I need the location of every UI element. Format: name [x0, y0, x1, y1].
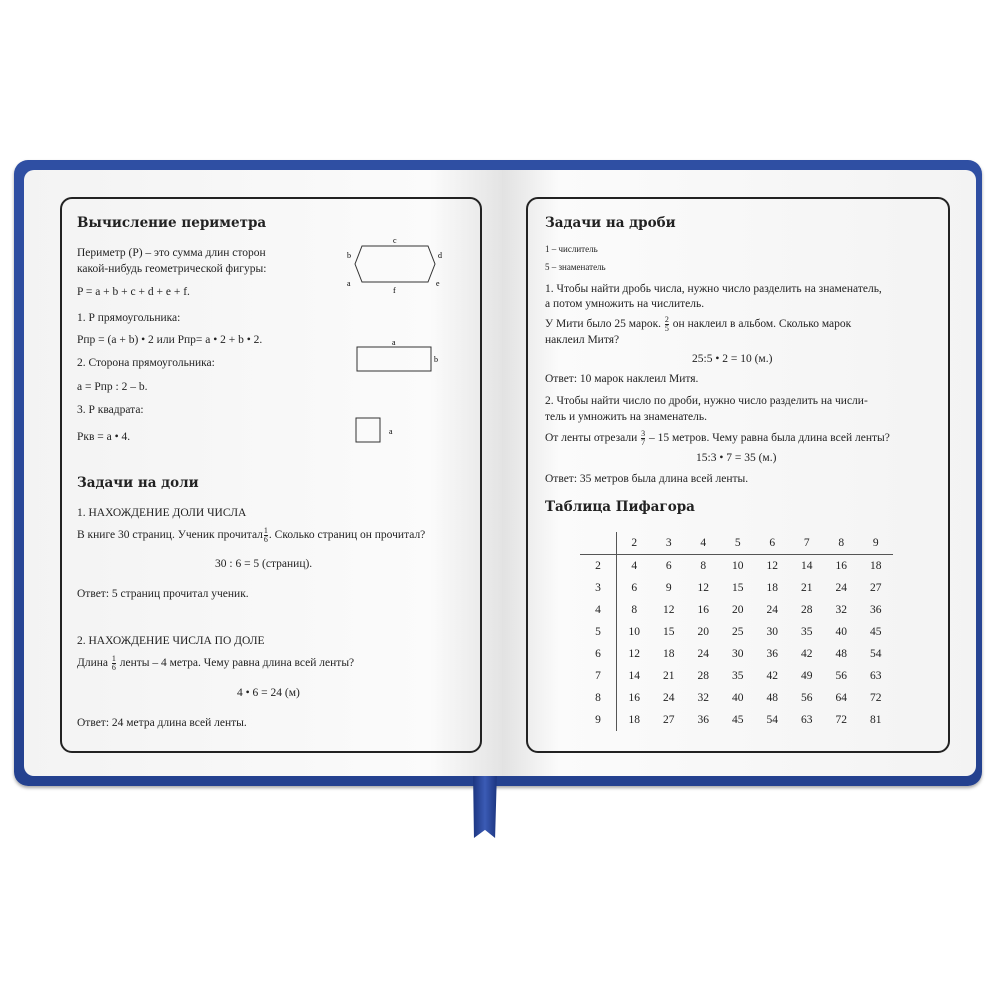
pythagoras-cell: 28 — [697, 670, 709, 682]
fraction-denominator: 6 — [263, 535, 268, 544]
pythagoras-row-header: 2 — [580, 555, 617, 578]
pythagoras-cell: 6 — [665, 560, 672, 572]
fractions-rule-2-line-2: тель и умножить на знаменатель. — [545, 411, 708, 423]
shares-answer-1: Ответ: 5 страниц прочитал ученик. — [77, 588, 249, 600]
pythagoras-cell: 12 — [766, 560, 778, 572]
square-perimeter-formula: Pкв = a • 4. — [77, 431, 131, 443]
pythagoras-cell: 32 — [835, 604, 847, 616]
fractions-rule-1-line-2: а потом умножить на числитель. — [545, 298, 705, 310]
pythagoras-header-cell: 5 — [721, 532, 756, 555]
pythagoras-cell: 16 — [628, 692, 640, 704]
fraction-one-sixth-2 — [112, 655, 116, 672]
hexagon-label-e: e — [436, 279, 440, 288]
pythagoras-cell: 63 — [870, 670, 882, 682]
pythagoras-cell: 32 — [697, 692, 709, 704]
hexagon-label-d: d — [438, 251, 442, 260]
fraction-two-fifths — [665, 316, 669, 333]
pythagoras-cell: 6 — [631, 582, 638, 594]
shares-answer-2: Ответ: 24 метра длина всей ленты. — [77, 717, 247, 729]
fraction-numerator: 2 — [664, 315, 669, 324]
pythagoras-corner-cell — [580, 532, 617, 555]
pythagoras-cell: 36 — [870, 604, 882, 616]
pythagoras-row-header: 3 — [580, 577, 617, 599]
shares-problem-2 — [77, 655, 354, 672]
pythagoras-cell: 15 — [663, 626, 675, 638]
pythagoras-cell: 12 — [697, 582, 709, 594]
fractions-rule-2-line-1: 2. Чтобы найти число по дроби, нужно число разделить на числи- — [545, 395, 868, 407]
pythagoras-cell: 12 — [663, 604, 675, 616]
pythagoras-cell: 35 — [732, 670, 744, 682]
pythagoras-row-header: 5 — [580, 621, 617, 643]
pythagoras-cell: 16 — [697, 604, 709, 616]
pythagoras-cell: 18 — [628, 714, 640, 726]
pythagoras-cell: 42 — [801, 648, 813, 660]
fractions-problem-1-text-a: У Мити было 25 марок. — [545, 318, 662, 331]
perimeter-intro-line-2: какой-нибудь геометрической фигуры: — [77, 263, 267, 275]
pythagoras-cell: 21 — [801, 582, 813, 594]
shares-calc-1: 30 : 6 = 5 (страниц). — [215, 558, 313, 570]
pythagoras-cell: 72 — [870, 692, 882, 704]
pythagoras-row — [580, 599, 893, 621]
hexagon-label-b: b — [347, 251, 351, 260]
rectangle-label-a: a — [392, 338, 396, 347]
fraction-numerator: 1 — [263, 526, 268, 535]
hexagon-label-f: f — [393, 286, 396, 295]
pythagoras-cell: 10 — [628, 626, 640, 638]
shares-section-1-heading: 1. НАХОЖДЕНИЕ ДОЛИ ЧИСЛА — [77, 507, 247, 519]
perimeter-title: Вычисление периметра — [77, 215, 267, 231]
rectangle-perimeter-heading: 1. Р прямоугольника: — [77, 312, 181, 324]
pythagoras-cell: 30 — [766, 626, 778, 638]
hexagon-label-c: c — [393, 236, 397, 245]
square-label-a: a — [389, 427, 393, 436]
rectangle-perimeter-formula: Pпр = (a + b) • 2 или Pпр= a • 2 + b • 2. — [77, 334, 263, 346]
pythagoras-cell: 54 — [870, 648, 882, 660]
pythagoras-header-cell: 8 — [824, 532, 859, 555]
hexagon-label-a: a — [347, 279, 351, 288]
pythagoras-title: Таблица Пифагора — [545, 499, 695, 515]
hexagon-figure — [340, 236, 450, 300]
pythagoras-cell: 72 — [835, 714, 847, 726]
pythagoras-cell: 36 — [697, 714, 709, 726]
pythagoras-row — [580, 665, 893, 687]
pythagoras-cell: 4 — [631, 560, 638, 572]
pythagoras-cell: 24 — [663, 692, 675, 704]
pythagoras-header-cell: 9 — [859, 532, 894, 555]
pythagoras-cell: 54 — [766, 714, 778, 726]
fractions-problem-2-text-a: От ленты отрезали — [545, 432, 638, 445]
rectangle-side-heading: 2. Сторона прямоугольника: — [77, 357, 215, 369]
pythagoras-cell: 45 — [732, 714, 744, 726]
pythagoras-cell: 25 — [732, 626, 744, 638]
pythagoras-row-header: 7 — [580, 665, 617, 687]
pythagoras-header-row — [580, 532, 893, 555]
pythagoras-cell: 27 — [663, 714, 675, 726]
fractions-calc-2: 15:3 • 7 = 35 (м.) — [696, 452, 777, 464]
fraction-one-sixth — [264, 527, 268, 544]
pythagoras-cell: 20 — [697, 626, 709, 638]
pythagoras-header-cell: 2 — [617, 532, 652, 555]
pythagoras-cell: 15 — [732, 582, 744, 594]
fractions-problem-2 — [545, 430, 890, 447]
pythagoras-cell: 18 — [870, 560, 882, 572]
pythagoras-cell: 16 — [835, 560, 847, 572]
pythagoras-cell: 40 — [835, 626, 847, 638]
pythagoras-row-header: 9 — [580, 709, 617, 731]
pythagoras-cell: 45 — [870, 626, 882, 638]
shares-section-2-heading: 2. НАХОЖДЕНИЕ ЧИСЛА ПО ДОЛЕ — [77, 635, 265, 647]
fractions-answer-2: Ответ: 35 метров была длина всей ленты. — [545, 473, 749, 485]
shares-problem-2-text-b: ленты – 4 метра. Чему равна длина всей ленты? — [119, 657, 355, 670]
pythagoras-row — [580, 555, 893, 578]
pythagoras-cell: 8 — [700, 560, 707, 572]
rectangle-figure — [352, 338, 442, 378]
shares-problem-2-text-a: Длина — [77, 657, 108, 670]
pythagoras-cell: 9 — [665, 582, 672, 594]
pythagoras-header-cell: 3 — [652, 532, 687, 555]
pythagoras-table — [580, 532, 893, 731]
fraction-denominator: 5 — [664, 324, 669, 333]
fraction-numerator: 1 — [111, 654, 116, 663]
pythagoras-row-header: 8 — [580, 687, 617, 709]
shares-problem-1-text-b: . Сколько страниц он прочитал? — [268, 529, 426, 542]
pythagoras-cell: 21 — [663, 670, 675, 682]
pythagoras-row-header: 6 — [580, 643, 617, 665]
fractions-problem-1-line-2: наклеил Митя? — [545, 334, 620, 346]
pythagoras-cell: 18 — [663, 648, 675, 660]
pythagoras-cell: 8 — [631, 604, 638, 616]
rectangle-label-b: b — [434, 355, 438, 364]
fractions-answer-1: Ответ: 10 марок наклеил Митя. — [545, 373, 699, 385]
pythagoras-header-cell: 6 — [755, 532, 790, 555]
square-perimeter-heading: 3. Р квадрата: — [77, 404, 144, 416]
pythagoras-cell: 36 — [766, 648, 778, 660]
pythagoras-row-header: 4 — [580, 599, 617, 621]
pythagoras-cell: 27 — [870, 582, 882, 594]
pythagoras-row — [580, 709, 893, 731]
pythagoras-cell: 56 — [801, 692, 813, 704]
pythagoras-cell: 14 — [628, 670, 640, 682]
fraction-numerator: 3 — [641, 429, 646, 438]
shares-problem-1-text-a: В книге 30 страниц. Ученик прочитал — [77, 529, 263, 542]
pythagoras-cell: 24 — [697, 648, 709, 660]
fractions-title: Задачи на дроби — [545, 215, 676, 231]
fraction-denominator: 6 — [111, 663, 116, 672]
fraction-denominator: 7 — [641, 438, 646, 447]
pythagoras-cell: 24 — [766, 604, 778, 616]
pythagoras-header-cell: 7 — [790, 532, 825, 555]
pythagoras-cell: 24 — [835, 582, 847, 594]
denominator-label: 5 – знаменатель — [545, 262, 606, 272]
pythagoras-row — [580, 643, 893, 665]
pythagoras-cell: 63 — [801, 714, 813, 726]
pythagoras-cell: 35 — [801, 626, 813, 638]
shares-calc-2: 4 • 6 = 24 (м) — [237, 687, 300, 699]
pythagoras-cell: 42 — [766, 670, 778, 682]
numerator-label: 1 – числитель — [545, 244, 598, 254]
pythagoras-cell: 18 — [766, 582, 778, 594]
square-figure — [352, 414, 402, 448]
perimeter-intro-line-1: Периметр (Р) – это сумма длин сторон — [77, 247, 266, 259]
bookmark-ribbon — [473, 770, 497, 838]
pythagoras-row — [580, 577, 893, 599]
rectangle-side-formula: a = Pпр : 2 – b. — [77, 381, 148, 393]
shares-problem-1 — [77, 527, 425, 544]
pythagoras-cell: 81 — [870, 714, 882, 726]
fractions-rule-1-line-1: 1. Чтобы найти дробь числа, нужно число разделить на знаменатель, — [545, 283, 882, 295]
pythagoras-cell: 10 — [732, 560, 744, 572]
pythagoras-table-body — [580, 532, 893, 731]
pythagoras-cell: 30 — [732, 648, 744, 660]
fraction-three-sevenths — [641, 430, 645, 447]
pythagoras-cell: 49 — [801, 670, 813, 682]
pythagoras-cell: 20 — [732, 604, 744, 616]
fractions-calc-1: 25:5 • 2 = 10 (м.) — [692, 353, 773, 365]
pythagoras-cell: 48 — [766, 692, 778, 704]
pythagoras-header-cell: 4 — [686, 532, 721, 555]
pythagoras-cell: 48 — [835, 648, 847, 660]
perimeter-formula: P = a + b + c + d + e + f. — [77, 286, 190, 298]
pythagoras-row — [580, 621, 893, 643]
pythagoras-cell: 14 — [801, 560, 813, 572]
pythagoras-cell: 64 — [835, 692, 847, 704]
shares-title: Задачи на доли — [77, 475, 199, 491]
pythagoras-cell: 40 — [732, 692, 744, 704]
fractions-problem-1-text-b: он наклеил в альбом. Сколько марок — [672, 318, 852, 331]
pythagoras-row — [580, 687, 893, 709]
pythagoras-cell: 28 — [801, 604, 813, 616]
fractions-problem-1-line-1 — [545, 316, 851, 333]
pythagoras-cell: 56 — [835, 670, 847, 682]
pythagoras-cell: 12 — [628, 648, 640, 660]
fractions-problem-2-text-b: – 15 метров. Чему равна была длина всей ленты? — [648, 432, 890, 445]
